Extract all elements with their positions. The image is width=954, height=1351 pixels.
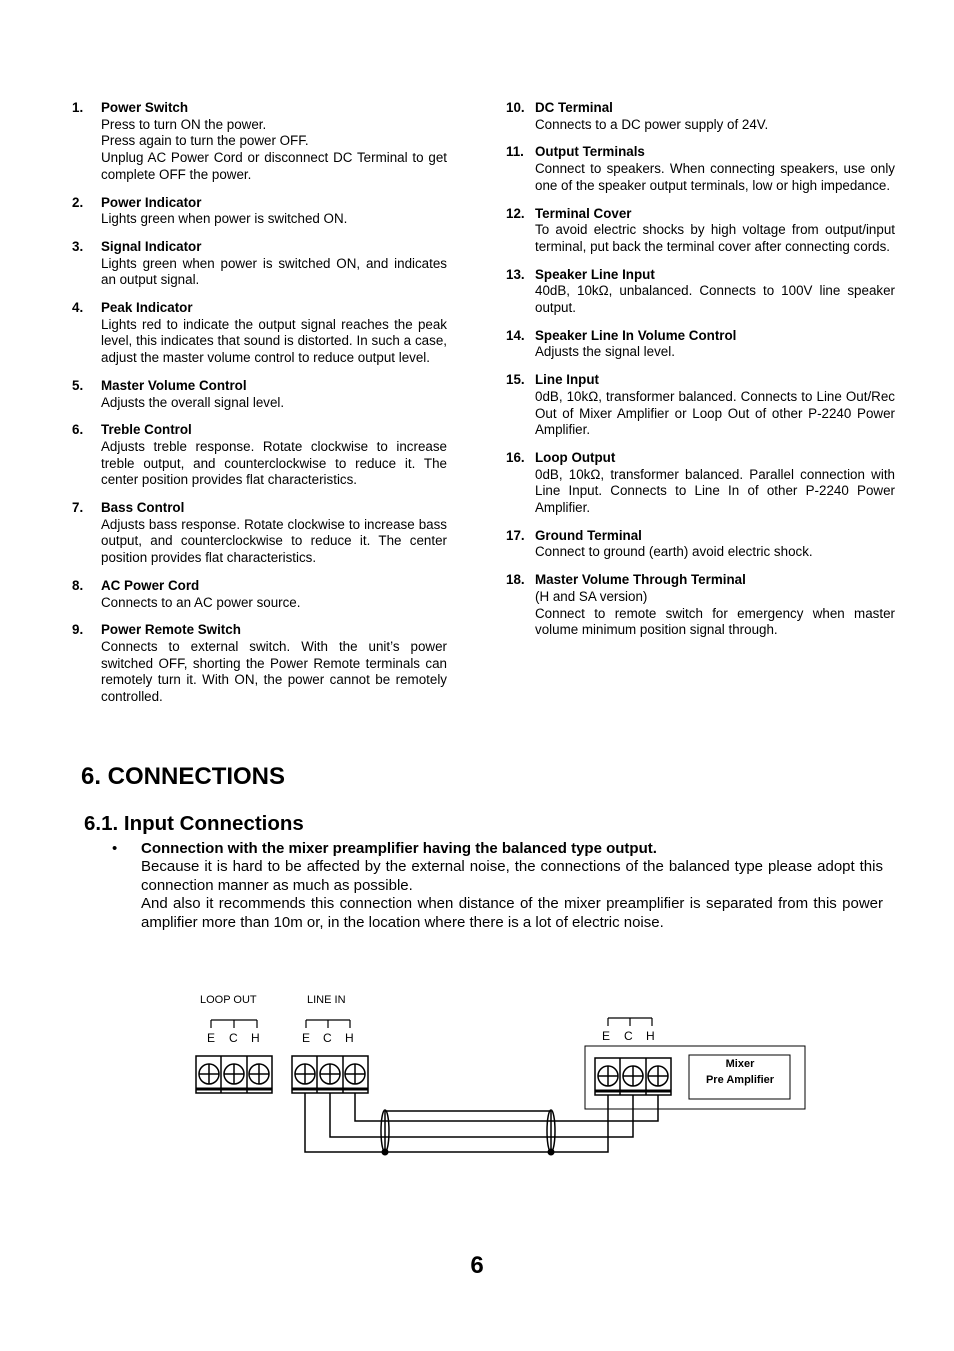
item-title: Power Switch [101, 100, 189, 115]
item-text: Adjusts treble response. Rotate clockwise to increase treble output, and counterclockwise to reduce it. The center position provides flat characteristics. [101, 438, 447, 488]
item-title: Master Volume Through Terminal [535, 572, 746, 588]
item-number: 5. [72, 377, 84, 393]
mixer-preamp-unit [585, 1018, 805, 1109]
right-item-list [506, 100, 895, 650]
item-number: 7. [72, 500, 84, 516]
line-in-bracket [306, 1020, 350, 1028]
item-text: Lights red to indicate the output signal reaches the peak level, this indicates that sound is distorted. In such a case, adjust the master volume control to reduce output level. [101, 316, 447, 366]
item-number: 18. [506, 572, 525, 588]
item-text: Lights green when power is switched ON. [101, 211, 348, 227]
item-text: Press again to turn the power OFF. [101, 133, 309, 149]
item-text: 0dB, 10kΩ, transformer balanced. Connects to Line Out/Rec Out of Mixer Amplifier or Loop Out of other P-2240 Power Amplifier. [535, 388, 895, 438]
item-text: 40dB, 10kΩ, unbalanced. Connects to 100V line speaker output. [535, 283, 895, 316]
list-item [72, 422, 447, 489]
item-text: Connects to a DC power supply of 24V. [535, 116, 769, 132]
item-number: 15. [506, 372, 525, 388]
loop-out-label: LOOP OUT [200, 994, 257, 1006]
terminal-label-e: E [602, 1029, 611, 1043]
mixer-label: Pre Amplifier [705, 1074, 775, 1086]
item-title: Speaker Line Input [535, 266, 655, 282]
left-item-list [72, 100, 447, 717]
list-item [506, 144, 895, 194]
list-item [72, 500, 447, 567]
list-item [506, 328, 895, 361]
mixer-label: Mixer [725, 1058, 755, 1070]
item-text: Adjusts the signal level. [535, 344, 675, 360]
item-number: 1. [72, 100, 84, 115]
subsection-title: 6.1. Input Connections [84, 812, 304, 835]
item-number: 3. [72, 238, 84, 254]
list-item [72, 578, 447, 611]
input-connection-diagram [0, 980, 954, 1180]
item-number: 10. [506, 100, 525, 115]
terminal-label-h: H [251, 1031, 260, 1045]
list-item [72, 239, 447, 289]
list-item [72, 622, 447, 706]
list-item [506, 528, 895, 561]
terminal-label-e: E [207, 1031, 216, 1045]
terminal-label-c: C [229, 1031, 238, 1045]
item-title: Master Volume Control [101, 377, 247, 393]
item-number: 2. [72, 194, 84, 210]
list-item [506, 267, 895, 317]
item-number: 13. [506, 266, 525, 282]
list-item [72, 100, 447, 184]
item-text: 0dB, 10kΩ, transformer balanced. Parallel connection with Line Input. Connects to Line In of other P-2240 Power Amplifier. [535, 466, 895, 516]
item-number: 6. [72, 422, 84, 438]
item-number: 11. [506, 144, 524, 160]
shield-junction [382, 1149, 389, 1156]
loop-out-terminal-block [196, 1056, 272, 1093]
item-title: Signal Indicator [101, 238, 202, 254]
item-text: Connect to ground (earth) avoid electric shock. [535, 544, 813, 560]
item-number: 14. [506, 327, 525, 343]
bullet-mark: • [112, 840, 118, 857]
item-text: (H and SA version) [535, 588, 648, 604]
list-item [72, 195, 447, 228]
line-in-label: LINE IN [307, 994, 346, 1006]
item-title: Line Input [535, 372, 599, 388]
list-item [506, 206, 895, 256]
item-text: Press to turn ON the power. [101, 116, 267, 132]
item-text: To avoid electric shocks by high voltage from output/input terminal, put back the terminal cover after connecting cords. [535, 222, 895, 254]
list-item [506, 450, 895, 517]
list-item [506, 372, 895, 439]
item-text: Connect to speakers. When connecting speakers, use only one of the speaker output terminals, low or high impedance. [535, 161, 895, 193]
list-item [506, 100, 895, 133]
item-title: Treble Control [101, 422, 192, 438]
item-title: Power Remote Switch [101, 622, 241, 638]
page-number: 6 [470, 1252, 484, 1279]
item-number: 17. [506, 527, 525, 543]
item-title: DC Terminal [535, 100, 613, 115]
terminal-label-c: C [624, 1029, 633, 1043]
terminal-label-h: H [646, 1029, 655, 1043]
item-text: Lights green when power is switched ON, and indicates an output signal. [101, 255, 447, 288]
item-text: Adjusts the overall signal level. [101, 394, 285, 410]
terminal-label-h: H [345, 1031, 354, 1045]
bullet-paragraph: And also it recommends this connection when distance of the mixer preamplifier is separated from this power amplifier more than 10m or, in the location where there is a lot of electric noise. [141, 895, 883, 931]
list-item [72, 378, 447, 411]
item-text: Connect to remote switch for emergency when master volume minimum position signal through. [535, 605, 895, 638]
item-title: Output Terminals [535, 144, 645, 160]
item-title: Ground Terminal [535, 527, 642, 543]
item-title: Peak Indicator [101, 300, 193, 316]
item-title: Power Indicator [101, 194, 202, 210]
line-in-terminal-block [292, 1056, 368, 1093]
item-number: 12. [506, 205, 525, 221]
item-title: Speaker Line In Volume Control [535, 327, 737, 343]
bullet-heading: Connection with the mixer preamplifier having the balanced type output. [141, 840, 657, 857]
item-title: Terminal Cover [535, 205, 632, 221]
item-number: 8. [72, 577, 84, 593]
item-number: 4. [72, 300, 84, 316]
loop-out-bracket [211, 1020, 257, 1028]
bullet-paragraph: Because it is hard to be affected by the external noise, the connections of the balanced type please adopt this connection manner as much as possible. [141, 858, 883, 894]
list-item [506, 572, 895, 639]
item-number: 16. [506, 449, 525, 465]
item-number: 9. [72, 622, 84, 638]
terminal-label-c: C [323, 1031, 332, 1045]
section-title: 6. CONNECTIONS [81, 763, 286, 790]
item-title: AC Power Cord [101, 577, 200, 593]
item-text: Connects to external switch. With the unit’s power switched OFF, shorting the Power Remote terminals can remotely turn it. With ON, the power cannot be remotely controlled. [101, 638, 447, 705]
shield-junction [548, 1149, 555, 1156]
item-title: Loop Output [535, 449, 616, 465]
item-title: Bass Control [101, 500, 185, 516]
list-item [72, 300, 447, 367]
item-text: Adjusts bass response. Rotate clockwise to increase bass output, and counterclockwise to reduce it. The center position provides flat characteristics. [101, 516, 447, 566]
bullet-block [112, 840, 883, 932]
item-text: Connects to an AC power source. [101, 594, 301, 610]
item-text: Unplug AC Power Cord or disconnect DC Terminal to get complete OFF the power. [101, 150, 447, 182]
terminal-label-e: E [302, 1031, 311, 1045]
